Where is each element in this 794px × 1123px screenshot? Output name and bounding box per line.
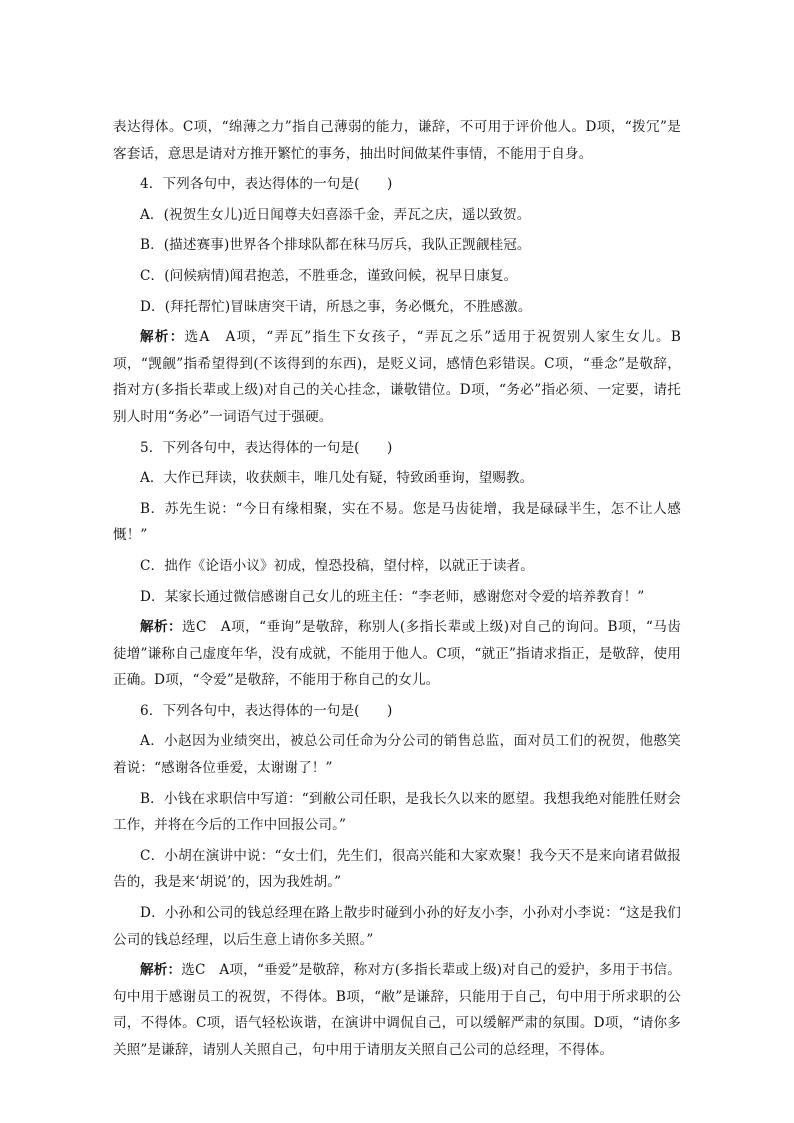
question-4-option-c: C．(问候病情)闻君抱恙，不胜垂念，谨致问候，祝早日康复。	[140, 267, 518, 284]
answer-text: 选C A项，“垂爱”是敬辞，称对方(多指长辈或上级)对自己的爱护，多用于书信。句中用于感谢员工的祝贺，不得体。B项，“敝”是谦辞，只能用于自己，句中用于所求职的公司，不得体。C项，语气轻松诙谐，在演讲中调侃自己，可以缓解严肃的氛围。D项，“请你多关照”是谦辞，请别人关照自己，句中用于请朋友关照自己公司的总经理，不得体。	[113, 962, 681, 1058]
question-4-option-a: A．(祝贺生女儿)近日闻尊夫妇喜添千金，弄瓦之庆，遥以致贺。	[140, 206, 531, 223]
question-6-answer	[113, 957, 681, 1063]
question-6-stem: 6．下列各句中，表达得体的一句是( )	[140, 702, 393, 719]
question-5-option-b: B．苏先生说：“今日有缘相聚，实在不易。您是马齿徒增，我是碌碌半生，怎不让人感慨！”	[113, 500, 681, 544]
question-5-stem: 5．下列各句中，表达得体的一句是( )	[140, 439, 393, 456]
answer-text: 选C A项，“垂询”是敬辞，称别人(多指长辈或上级)对自己的询问。B项，“马齿徒增”谦称自己虚度年华，没有成就，不能用于他人。C项，“就正”指请求指正，是敬辞，使用正确。D项，“令爱”是敬辞，不能用于称自己的女儿。	[113, 619, 681, 689]
document-page	[113, 114, 681, 1068]
question-5-answer	[113, 614, 681, 694]
answer-tag: 解析：	[140, 329, 185, 346]
answer-tag: 解析：	[140, 619, 183, 636]
question-4-option-b: B．(描述赛事)世界各个排球队都在秣马厉兵，我队正觊觎桂冠。	[140, 237, 531, 254]
question-6-option-a: A．小赵因为业绩突出，被总公司任命为分公司的销售总监，面对员工们的祝贺，他憨笑着说：“感谢各位垂爱，太谢谢了！”	[113, 733, 681, 777]
question-4-option-d: D．(拜托帮忙)冒昧唐突干请，所恳之事，务必慨允，不胜感激。	[140, 298, 532, 315]
question-4-stem: 4．下列各句中，表达得体的一句是( )	[140, 176, 393, 193]
question-6-option-b: B．小钱在求职信中写道：“到敝公司任职，是我长久以来的愿望。我想我绝对能胜任财会工作，并将在今后的工作中回报公司。”	[113, 790, 681, 834]
question-4-answer	[113, 324, 681, 430]
question-5-option-a: A．大作已拜读，收获颇丰，唯几处有疑，特致函垂询，望赐教。	[140, 470, 534, 487]
question-6-option-c: C．小胡在演讲中说：“女士们，先生们，很高兴能和大家欢聚！我今天不是来向诸君做报告的，我是来‘胡说’的，因为我姓胡。”	[113, 847, 681, 891]
answer-tag: 解析：	[140, 962, 182, 979]
answer-text: 选A A项，“弄瓦”指生下女孩子，“弄瓦之乐”适用于祝贺别人家生女儿。B项，“觊觎”指希望得到(不该得到的东西)，是贬义词，感情色彩错误。C项，“垂念”是敬辞，指对方(多指长辈或上级)对自己的关心挂念，谦敬错位。D项，“务必”指必须、一定要，请托别人时用“务必”一词语气过于强硬。	[113, 329, 681, 425]
question-5-option-c: C．拙作《论语小议》初成，惶恐投稿，望付梓，以就正于读者。	[140, 557, 534, 574]
question-6-option-d: D．小孙和公司的钱总经理在路上散步时碰到小孙的好友小李，小孙对小李说：“这是我们公司的钱总经理，以后生意上请你多关照。”	[113, 905, 681, 948]
question-5-option-d: D．某家长通过微信感谢自己女儿的班主任：“李老师，感谢您对令爱的培养教育！”	[140, 588, 645, 605]
paragraph-continuation: 表达得体。C项，“绵薄之力”指自己薄弱的能力，谦辞，不可用于评价他人。D项，“拨冗”是客套话，意思是请对方推开繁忙的事务，抽出时间做某件事情，不能用于自身。	[113, 119, 681, 162]
